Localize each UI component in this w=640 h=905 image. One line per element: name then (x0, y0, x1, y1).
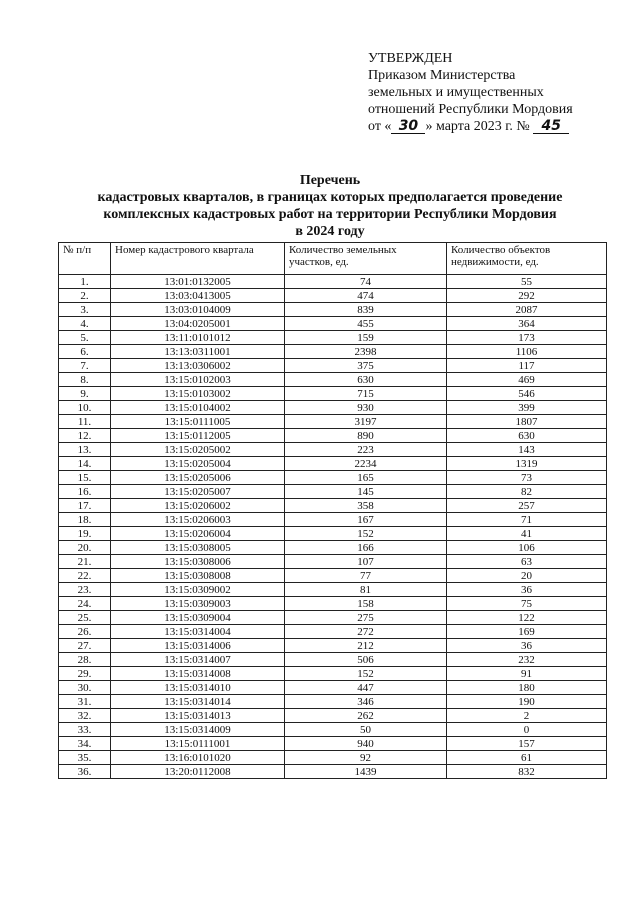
cadastral-number: 13:15:0206004 (111, 527, 285, 541)
cadastral-number: 13:15:0103002 (111, 387, 285, 401)
table-row (59, 751, 607, 765)
row-index: 16. (59, 485, 111, 499)
table-row (59, 415, 607, 429)
land-plots-count: 890 (285, 429, 447, 443)
approval-stamp (368, 50, 630, 135)
real-estate-count: 2 (447, 709, 607, 723)
land-plots-count: 107 (285, 555, 447, 569)
real-estate-count: 292 (447, 289, 607, 303)
land-plots-count: 346 (285, 695, 447, 709)
land-plots-count: 145 (285, 485, 447, 499)
table-row (59, 555, 607, 569)
real-estate-count: 2087 (447, 303, 607, 317)
real-estate-count: 41 (447, 527, 607, 541)
land-plots-count: 77 (285, 569, 447, 583)
land-plots-count: 839 (285, 303, 447, 317)
cadastral-number: 13:15:0314014 (111, 695, 285, 709)
approval-line: отношений Республики Мордовия (368, 102, 573, 117)
land-plots-count: 474 (285, 289, 447, 303)
real-estate-count: 122 (447, 611, 607, 625)
table-row (59, 709, 607, 723)
cadastral-number: 13:03:0413005 (111, 289, 285, 303)
land-plots-count: 167 (285, 513, 447, 527)
table-row (59, 373, 607, 387)
real-estate-count: 63 (447, 555, 607, 569)
cadastral-number: 13:11:0101012 (111, 331, 285, 345)
land-plots-count: 152 (285, 667, 447, 681)
land-plots-count: 81 (285, 583, 447, 597)
table-row (59, 597, 607, 611)
cadastral-number: 13:15:0309004 (111, 611, 285, 625)
real-estate-count: 75 (447, 597, 607, 611)
cadastral-number: 13:16:0101020 (111, 751, 285, 765)
table-row (59, 639, 607, 653)
approval-line: земельных и имущественных (368, 85, 544, 100)
cadastral-number: 13:20:0112008 (111, 765, 285, 779)
table-row (59, 359, 607, 373)
land-plots-count: 455 (285, 317, 447, 331)
land-plots-count: 92 (285, 751, 447, 765)
approval-line: Приказом Министерства (368, 68, 516, 83)
title-line: Перечень (299, 173, 361, 188)
cadastral-number: 13:15:0308005 (111, 541, 285, 555)
real-estate-count: 157 (447, 737, 607, 751)
land-plots-count: 930 (285, 401, 447, 415)
table-row (59, 387, 607, 401)
document-title (60, 172, 600, 240)
header-land-plots: Количество земельных участков, ед. (285, 243, 447, 275)
table-row (59, 667, 607, 681)
real-estate-count: 180 (447, 681, 607, 695)
cadastral-number: 13:15:0205002 (111, 443, 285, 457)
real-estate-count: 1319 (447, 457, 607, 471)
cadastral-number: 13:03:0104009 (111, 303, 285, 317)
row-index: 6. (59, 345, 111, 359)
cadastral-number: 13:15:0111005 (111, 415, 285, 429)
land-plots-count: 2234 (285, 457, 447, 471)
land-plots-count: 158 (285, 597, 447, 611)
cadastral-number: 13:13:0311001 (111, 345, 285, 359)
cadastral-number: 13:15:0314004 (111, 625, 285, 639)
table-row (59, 695, 607, 709)
table-row (59, 429, 607, 443)
row-index: 26. (59, 625, 111, 639)
table-row (59, 345, 607, 359)
real-estate-count: 82 (447, 485, 607, 499)
real-estate-count: 257 (447, 499, 607, 513)
row-index: 34. (59, 737, 111, 751)
row-index: 27. (59, 639, 111, 653)
header-cadastral-number: Номер кадастрового квартала (111, 243, 285, 275)
table-row (59, 653, 607, 667)
cadastral-number: 13:15:0205004 (111, 457, 285, 471)
real-estate-count: 832 (447, 765, 607, 779)
title-line: комплексных кадастровых работ на территории Республики Мордовия (103, 207, 557, 222)
row-index: 35. (59, 751, 111, 765)
table-row (59, 471, 607, 485)
land-plots-count: 262 (285, 709, 447, 723)
approval-date-line (368, 118, 630, 135)
cadastral-number: 13:15:0314006 (111, 639, 285, 653)
real-estate-count: 169 (447, 625, 607, 639)
cadastral-number: 13:15:0308008 (111, 569, 285, 583)
row-index: 36. (59, 765, 111, 779)
real-estate-count: 190 (447, 695, 607, 709)
cadastral-number: 13:15:0205007 (111, 485, 285, 499)
row-index: 30. (59, 681, 111, 695)
table-row (59, 331, 607, 345)
row-index: 7. (59, 359, 111, 373)
cadastral-number: 13:01:0132005 (111, 275, 285, 289)
real-estate-count: 1807 (447, 415, 607, 429)
real-estate-count: 61 (447, 751, 607, 765)
row-index: 22. (59, 569, 111, 583)
table-row (59, 303, 607, 317)
table-row (59, 681, 607, 695)
table-row (59, 625, 607, 639)
real-estate-count: 117 (447, 359, 607, 373)
real-estate-count: 173 (447, 331, 607, 345)
approval-date-middle: » марта 2023 г. № (425, 119, 530, 134)
row-index: 14. (59, 457, 111, 471)
row-index: 15. (59, 471, 111, 485)
cadastral-number: 13:15:0112005 (111, 429, 285, 443)
row-index: 17. (59, 499, 111, 513)
row-index: 3. (59, 303, 111, 317)
real-estate-count: 106 (447, 541, 607, 555)
land-plots-count: 212 (285, 639, 447, 653)
land-plots-count: 166 (285, 541, 447, 555)
real-estate-count: 0 (447, 723, 607, 737)
real-estate-count: 630 (447, 429, 607, 443)
row-index: 31. (59, 695, 111, 709)
row-index: 4. (59, 317, 111, 331)
row-index: 18. (59, 513, 111, 527)
table-row (59, 401, 607, 415)
table-header-row (59, 243, 607, 275)
title-line: кадастровых кварталов, в границах которых предполагается проведение (97, 190, 563, 205)
row-index: 24. (59, 597, 111, 611)
real-estate-count: 232 (447, 653, 607, 667)
row-index: 8. (59, 373, 111, 387)
land-plots-count: 223 (285, 443, 447, 457)
land-plots-count: 447 (285, 681, 447, 695)
table-row (59, 289, 607, 303)
approval-day-handwritten: 30 (391, 120, 425, 134)
land-plots-count: 358 (285, 499, 447, 513)
approval-number-handwritten: 45 (533, 120, 569, 134)
land-plots-count: 630 (285, 373, 447, 387)
cadastral-number: 13:15:0111001 (111, 737, 285, 751)
land-plots-count: 2398 (285, 345, 447, 359)
row-index: 25. (59, 611, 111, 625)
row-index: 13. (59, 443, 111, 457)
land-plots-count: 375 (285, 359, 447, 373)
table-row (59, 611, 607, 625)
table-row (59, 583, 607, 597)
land-plots-count: 165 (285, 471, 447, 485)
table-row (59, 499, 607, 513)
cadastral-number: 13:15:0309003 (111, 597, 285, 611)
row-index: 2. (59, 289, 111, 303)
real-estate-count: 20 (447, 569, 607, 583)
land-plots-count: 50 (285, 723, 447, 737)
table-row (59, 443, 607, 457)
header-index: № п/п (59, 243, 111, 275)
real-estate-count: 91 (447, 667, 607, 681)
cadastral-number: 13:15:0314008 (111, 667, 285, 681)
cadastral-number: 13:15:0314013 (111, 709, 285, 723)
table-row (59, 275, 607, 289)
real-estate-count: 399 (447, 401, 607, 415)
cadastral-number: 13:15:0309002 (111, 583, 285, 597)
row-index: 20. (59, 541, 111, 555)
cadastral-quarters-table (58, 242, 607, 779)
row-index: 9. (59, 387, 111, 401)
real-estate-count: 469 (447, 373, 607, 387)
table-row (59, 541, 607, 555)
land-plots-count: 506 (285, 653, 447, 667)
row-index: 11. (59, 415, 111, 429)
table-row (59, 723, 607, 737)
table-row (59, 457, 607, 471)
row-index: 1. (59, 275, 111, 289)
row-index: 12. (59, 429, 111, 443)
land-plots-count: 74 (285, 275, 447, 289)
real-estate-count: 73 (447, 471, 607, 485)
approval-heading: УТВЕРЖДЕН (368, 51, 453, 66)
table-row (59, 317, 607, 331)
real-estate-count: 1106 (447, 345, 607, 359)
row-index: 32. (59, 709, 111, 723)
table-body (59, 275, 607, 779)
land-plots-count: 1439 (285, 765, 447, 779)
land-plots-count: 159 (285, 331, 447, 345)
real-estate-count: 71 (447, 513, 607, 527)
cadastral-number: 13:15:0206002 (111, 499, 285, 513)
land-plots-count: 3197 (285, 415, 447, 429)
row-index: 28. (59, 653, 111, 667)
table-row (59, 513, 607, 527)
land-plots-count: 940 (285, 737, 447, 751)
cadastral-number: 13:15:0314009 (111, 723, 285, 737)
cadastral-number: 13:13:0306002 (111, 359, 285, 373)
real-estate-count: 36 (447, 639, 607, 653)
land-plots-count: 152 (285, 527, 447, 541)
cadastral-number: 13:15:0102003 (111, 373, 285, 387)
cadastral-number: 13:15:0205006 (111, 471, 285, 485)
approval-date-prefix: от « (368, 119, 392, 134)
cadastral-number: 13:15:0308006 (111, 555, 285, 569)
cadastral-number: 13:15:0104002 (111, 401, 285, 415)
cadastral-number: 13:15:0314007 (111, 653, 285, 667)
real-estate-count: 36 (447, 583, 607, 597)
header-real-estate: Количество объектов недвижимости, ед. (447, 243, 607, 275)
real-estate-count: 546 (447, 387, 607, 401)
title-line: в 2024 году (295, 224, 365, 239)
real-estate-count: 55 (447, 275, 607, 289)
land-plots-count: 275 (285, 611, 447, 625)
real-estate-count: 143 (447, 443, 607, 457)
land-plots-count: 272 (285, 625, 447, 639)
cadastral-number: 13:15:0206003 (111, 513, 285, 527)
table-row (59, 737, 607, 751)
table-row (59, 765, 607, 779)
real-estate-count: 364 (447, 317, 607, 331)
row-index: 33. (59, 723, 111, 737)
table-row (59, 527, 607, 541)
row-index: 10. (59, 401, 111, 415)
cadastral-number: 13:04:0205001 (111, 317, 285, 331)
row-index: 5. (59, 331, 111, 345)
land-plots-count: 715 (285, 387, 447, 401)
row-index: 23. (59, 583, 111, 597)
row-index: 19. (59, 527, 111, 541)
row-index: 21. (59, 555, 111, 569)
cadastral-number: 13:15:0314010 (111, 681, 285, 695)
table-row (59, 485, 607, 499)
row-index: 29. (59, 667, 111, 681)
table-row (59, 569, 607, 583)
